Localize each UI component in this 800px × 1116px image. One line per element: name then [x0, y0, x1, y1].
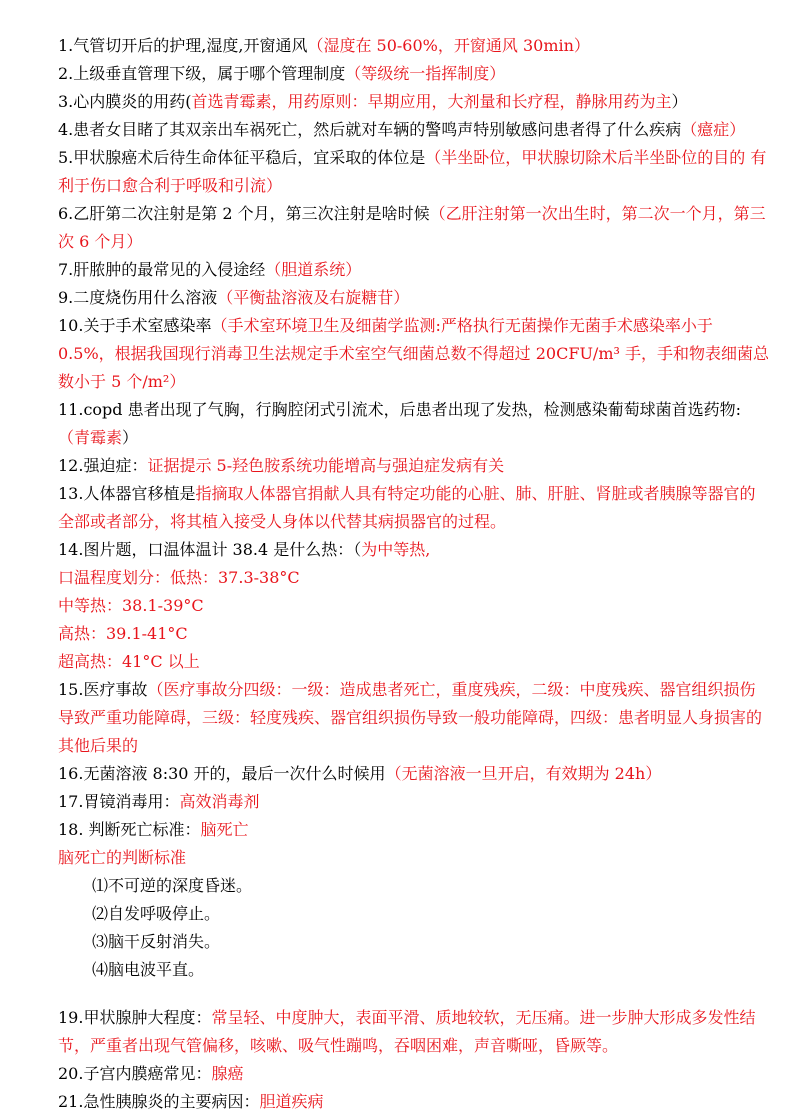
item-11: [58, 396, 770, 452]
answer-16: （无菌溶液一旦开启，有效期为 24h）: [385, 764, 662, 783]
answer-14: 为中等热,: [361, 540, 431, 559]
item-18: [58, 816, 770, 844]
answer-20: 腺癌: [211, 1064, 244, 1083]
answer-3: 首选青霉素，用药原则：早期应用，大剂量和长疗程，静脉用药为主: [191, 92, 672, 111]
answer-15: （医疗事故分四级：一级：造成患者死亡，重度残疾，二级：中度残疾、器官组织损伤导致严重功能障碍，三级：轻度残疾、器官组织损伤导致一般功能障碍，四级：患者明显人身损害的其他后果的: [58, 680, 763, 755]
question-4: 4.患者女目睹了其双亲出车祸死亡，然后就对车辆的警鸣声特别敏感问患者得了什么疾病: [58, 120, 682, 139]
question-2: 2.上级垂直管理下级，属于哪个管理制度: [58, 64, 346, 83]
fever-grade-moderate: 中等热：38.1-39°C: [58, 596, 204, 615]
answer-1: （湿度在 50-60%，开窗通风 30min）: [307, 36, 590, 55]
item-15: [58, 676, 770, 760]
item-20: [58, 1060, 770, 1088]
answer-11: （青霉素: [58, 428, 123, 447]
answer-2: （等级统一指挥制度）: [345, 64, 506, 83]
question-9: 9.二度烧伤用什么溶液: [58, 288, 218, 307]
brain-death-criterion-2: ⑵自发呼吸停止。: [92, 904, 221, 923]
item-3: [58, 88, 770, 116]
answer-7: （胆道系统）: [265, 260, 362, 279]
question-3-end: ）: [671, 92, 688, 111]
question-19: 19.甲状腺肿大程度：: [58, 1008, 212, 1027]
answer-18: 脑死亡: [200, 820, 249, 839]
answer-4: （癔症）: [681, 120, 746, 139]
answer-21: 胆道疾病: [259, 1092, 324, 1111]
answer-13: 指摘取人体器官捐献人具有特定功能的心脏、肺、肝脏、肾脏或者胰腺等器官的全部或者部分，将其植入接受人身体以代替其病损器官的过程。: [58, 484, 756, 531]
brain-death-criterion-1: ⑴不可逆的深度昏迷。: [92, 876, 253, 895]
question-6: 6.乙肝第二次注射是第 2 个月，第三次注射是啥时候: [58, 204, 430, 223]
question-5: 5.甲状腺癌术后待生命体征平稳后，宜采取的体位是: [58, 148, 426, 167]
item-4: [58, 116, 770, 144]
answer-6: （乙肝注射第一次出生时，第二次一个月，第三次 6 个月）: [58, 204, 766, 251]
question-3: 3.心内膜炎的用药(: [58, 92, 192, 111]
answer-9: （平衡盐溶液及右旋糖苷）: [217, 288, 410, 307]
item-12: [58, 452, 770, 480]
fever-grade-low: 口温程度划分：低热：37.3-38°C: [58, 568, 300, 587]
item-17: [58, 788, 770, 816]
question-11: 11.copd 患者出现了气胸，行胸腔闭式引流术，后患者出现了发热，检测感染葡萄球菌首选药物:: [58, 400, 742, 419]
item-16: [58, 760, 770, 788]
question-15: 15.医疗事故: [58, 680, 148, 699]
question-18: 18. 判断死亡标准：: [58, 820, 201, 839]
brain-death-criterion-3: ⑶脑干反射消失。: [92, 932, 221, 951]
answer-19: 常呈轻、中度肿大，表面平滑、质地较软，无压痛。进一步肿大形成多发性结节，严重者出现气管偏移，咳嗽、吸气性蹦鸣，吞咽困难，声音嘶哑，昏厥等。: [58, 1008, 756, 1055]
item-6: [58, 200, 770, 256]
question-13: 13.人体器官移植是: [58, 484, 196, 503]
item-10: [58, 312, 770, 396]
item-2: [58, 60, 770, 88]
question-1: 1.气管切开后的护理,湿度,开窗通风: [58, 36, 308, 55]
answer-12: 证据提示 5-羟色胺系统功能增高与强迫症发病有关: [147, 456, 505, 475]
brain-death-heading: 脑死亡的判断标准: [58, 848, 187, 867]
item-9: [58, 284, 770, 312]
fever-grade-very-high: 超高热：41°C 以上: [58, 652, 200, 671]
item-5: [58, 144, 770, 200]
item-14: [58, 536, 770, 564]
question-7: 7.肝脓肿的最常见的入侵途经: [58, 260, 266, 279]
question-11-end: ）: [122, 428, 139, 447]
brain-death-criterion-4: ⑷脑电波平直。: [92, 960, 205, 979]
item-19: [58, 1004, 770, 1060]
answer-17: 高效消毒剂: [179, 792, 260, 811]
question-20: 20.子宫内膜癌常见：: [58, 1064, 212, 1083]
spacer: [58, 984, 770, 1004]
question-16: 16.无菌溶液 8:30 开的，最后一次什么时候用: [58, 764, 386, 783]
item-7: [58, 256, 770, 284]
item-13: [58, 480, 770, 536]
item-1: [58, 32, 770, 60]
question-21: 21.急性胰腺炎的主要病因：: [58, 1092, 260, 1111]
answer-5: （半坐卧位，甲状腺切除术后半坐卧位的目的 有利于伤口愈合利于呼吸和引流）: [58, 148, 767, 195]
question-10: 10.关于手术室感染率: [58, 316, 212, 335]
question-12: 12.强迫症：: [58, 456, 148, 475]
question-14: 14.图片题，口温体温计 38.4 是什么热：（: [58, 540, 362, 559]
answer-10: （手术室环境卫生及细菌学监测:严格执行无菌操作无菌手术感染率小于 0.5%，根据我国现行消毒卫生法规定手术室空气细菌总数不得超过 20CFU/m³ 手，手和物表细菌总数小于 5 个/m²）: [58, 316, 769, 391]
item-21: [58, 1088, 770, 1116]
question-17: 17.胃镜消毒用：: [58, 792, 180, 811]
fever-grade-high: 高热：39.1-41°C: [58, 624, 188, 643]
